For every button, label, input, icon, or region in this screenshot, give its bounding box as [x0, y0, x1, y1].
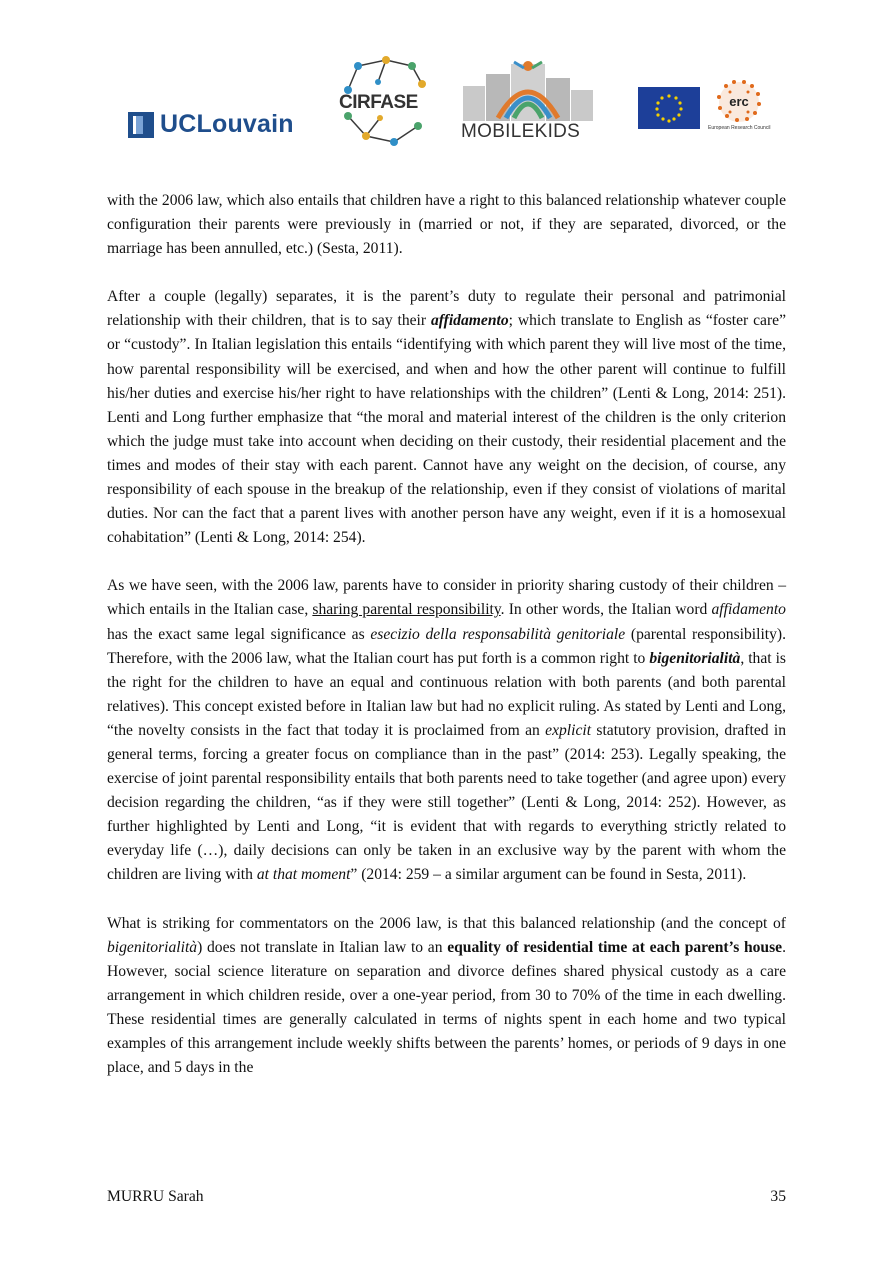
term-at-that-moment-italic: at that moment — [256, 866, 351, 884]
uclouvain-logo — [128, 110, 294, 139]
erc-caption: European Research Council — [708, 125, 771, 131]
paragraph-2-text-a: After a couple (legally) separates, it is the parent’s duty to regulate their personal and patrimonial relationship with their children, that is to say their — [107, 288, 786, 330]
paragraph-3-text-i: , that is the right for the children to have an equal and continuous relation with both parents (and both parental relatives). This concept existed before in Italian law but had no explicit ruling. As stated by Lenti and Long, “the novelty consists in the fact that today it is proclaimed from an — [107, 649, 786, 739]
paragraph-4 — [107, 912, 786, 1081]
paragraph-3-text-g: (parental responsibility). Therefore, with the 2006 law, what the Italian court has put forth is a common right to — [107, 625, 786, 667]
term-bigenitorialita-italic: bigenitorialità — [107, 938, 198, 956]
term-esecizio-italic: esecizio della responsabilità genitoriale — [370, 625, 626, 643]
term-explicit-italic: explicit — [545, 721, 592, 739]
uclouvain-label: UCLouvain — [160, 110, 294, 138]
footer-author: MURRU Sarah — [107, 1188, 204, 1205]
paragraph-3-text-e: has the exact same legal significance as — [107, 625, 371, 643]
cirfase-label: CIRFASE — [339, 92, 418, 113]
paragraph-3-text-c: . In other words, the Italian word — [500, 601, 712, 619]
document-body — [107, 189, 786, 1104]
paragraph-4-text-c: ) does not translate in Italian law to an — [197, 938, 448, 956]
mobilekids-label: MOBILEKIDS — [461, 121, 581, 142]
page-header — [0, 0, 892, 175]
term-affidamento-bold: affidamento — [430, 312, 509, 330]
uclouvain-mark-icon — [128, 112, 154, 138]
paragraph-2-text-c: ; which translate to English as “foster care” or “custody”. In Italian legislation this entails “identifying with which parent they will live most of the time, how parental responsibility will be exercised, and when and how the other parent will continue to fulfill his/her duties and exercise his/her right to have relationships with the children” (Lenti & Long, 2014: 251). Lenti and Long further emphasize that “the moral and material interest of the children is the only criterion which the judge must take into account when deciding on their custody, their residential placement and the times and modes of their stay with each parent. Cannot have any weight on the decision, of course, any responsibility of each spouse in the breakup of the relationship, even if they consist of violations of marital duties. Nor can the fact that a parent lives with another person have any weight, even if it is a homosexual cohabitation” (Lenti & Long, 2014: 254). — [107, 312, 786, 547]
footer-page-number: 35 — [770, 1188, 786, 1205]
paragraph-3-text-k: statutory provision, drafted in general terms, forcing a greater focus on compliance than in the past” (2014: 253). Legally speaking, the exercise of joint parental responsibility entails that both parents need to take together (and agree upon) every decision regarding the children, “as if they were still together” (Lenti & Long, 2014: 252). However, as further highlighted by Lenti and Long, “it is evident that with regards to everything strictly related to everyday life (…), daily decisions can only be taken in an exclusive way by the parent with whom the children are living with — [107, 721, 787, 884]
term-bigenitorialita-bold: bigenitorialità — [649, 649, 741, 667]
paragraph-4-text-a: What is striking for commentators on the 2006 law, is that this balanced relationship (and the concept of — [107, 914, 786, 932]
equality-residential-time-bold: equality of residential time at each parent’s house — [447, 938, 783, 956]
paragraph-3-text-m: ” (2014: 259 – a similar argument can be found in Sesta, 2011). — [350, 866, 747, 884]
paragraph-3 — [107, 574, 786, 887]
paragraph-2 — [107, 285, 786, 550]
paragraph-1: with the 2006 law, which also entails that children have a right to this balanced relationship whatever couple configuration their parents were previously in (married or not, if they are separated, divorced, or the marriage has been annulled, etc.) (Sesta, 2011). — [107, 192, 786, 258]
term-affidamento-italic: affidamento — [711, 601, 786, 619]
sharing-parental-responsibility-underlined: sharing parental responsibility — [312, 601, 501, 619]
paragraph-3-text-a: As we have seen, with the 2006 law, parents have to consider in priority sharing custody of their children – which entails in the Italian case, — [107, 577, 786, 619]
paragraph-4-text-e: . However, social science literature on separation and divorce defines shared physical custody as a care arrangement in which children reside, over a one-year period, from 30 to 70% of the time in each dwelling. These residential times are generally calculated in terms of nights spent in each home and two typical examples of this arrangement include weekly shifts between the parents’ homes, or periods of 9 days in one place, and 5 days in the — [107, 938, 786, 1077]
eu-flag-icon — [638, 87, 700, 129]
erc-label: erc — [729, 94, 749, 109]
